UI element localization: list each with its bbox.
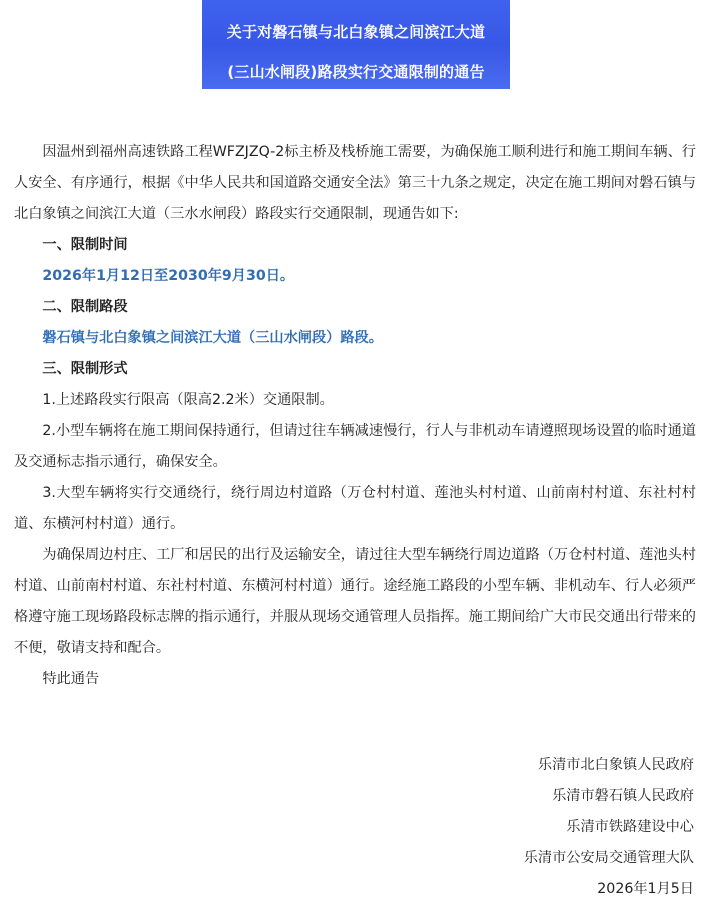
- signature-org-1: 乐清市北白象镇人民政府: [537, 757, 694, 773]
- signature-block: [524, 750, 694, 905]
- section-heading-road: 二、限制路段: [42, 299, 128, 315]
- section-heading-time: 一、限制时间: [42, 237, 128, 253]
- restriction-road-value: 磐石镇与北白象镇之间滨江大道（三山水闸段）路段。: [42, 330, 383, 346]
- signature-date: 2026年1月5日: [597, 881, 694, 897]
- signature-org-2: 乐清市磐石镇人民政府: [552, 788, 694, 804]
- title-banner: [202, 0, 510, 89]
- notice-body: [14, 137, 696, 695]
- form-item-2: 2.小型车辆将在施工期间保持通行，但请过往车辆减速慢行，行人与非机动车请遵照现场设置的临时通道及交通标志指示通行，确保安全。: [14, 423, 696, 470]
- form-item-1: 1.上述路段实行限高（限高2.2米）交通限制。: [42, 392, 334, 408]
- closing-paragraph: 为确保周边村庄、工厂和居民的出行及运输安全，请过往大型车辆绕行周边道路（万仓村村道、莲池头村村道、山前南村村道、东社村村道、东横河村村道）通行。途经施工路段的小型车辆、非机动车、行人必须严格遵守施工现场路段标志牌的指示通行，并服从现场交通管理人员指挥。施工期间给广大市民交通出行带来的不便，敬请支持和配合。: [14, 547, 696, 656]
- section-heading-form: 三、限制形式: [42, 361, 128, 377]
- signature-org-3: 乐清市铁路建设中心: [566, 819, 694, 835]
- form-item-3: 3.大型车辆将实行交通绕行，绕行周边村道路（万仓村村道、莲池头村村道、山前南村村道、东社村村道、东横河村村道）通行。: [14, 485, 696, 532]
- end-phrase: 特此通告: [42, 671, 100, 687]
- restriction-time-value: 2026年1月12日至2030年9月30日。: [42, 268, 295, 284]
- signature-org-4: 乐清市公安局交通管理大队: [523, 850, 694, 866]
- title-line-1: 关于对磐石镇与北白象镇之间滨江大道: [226, 23, 486, 41]
- intro-paragraph: 因温州到福州高速铁路工程WFZJZQ-2标主桥及栈桥施工需要，为确保施工顺利进行和施工期间车辆、行人安全、有序通行，根据《中华人民共和国道路交通安全法》第三十九条之规定，决定在施工期间对磐石镇与北白象镇之间滨江大道（三水水闸段）路段实行交通限制，现通告如下:: [14, 144, 696, 222]
- title-line-2: (三山水闸段)路段实行交通限制的通告: [227, 63, 485, 81]
